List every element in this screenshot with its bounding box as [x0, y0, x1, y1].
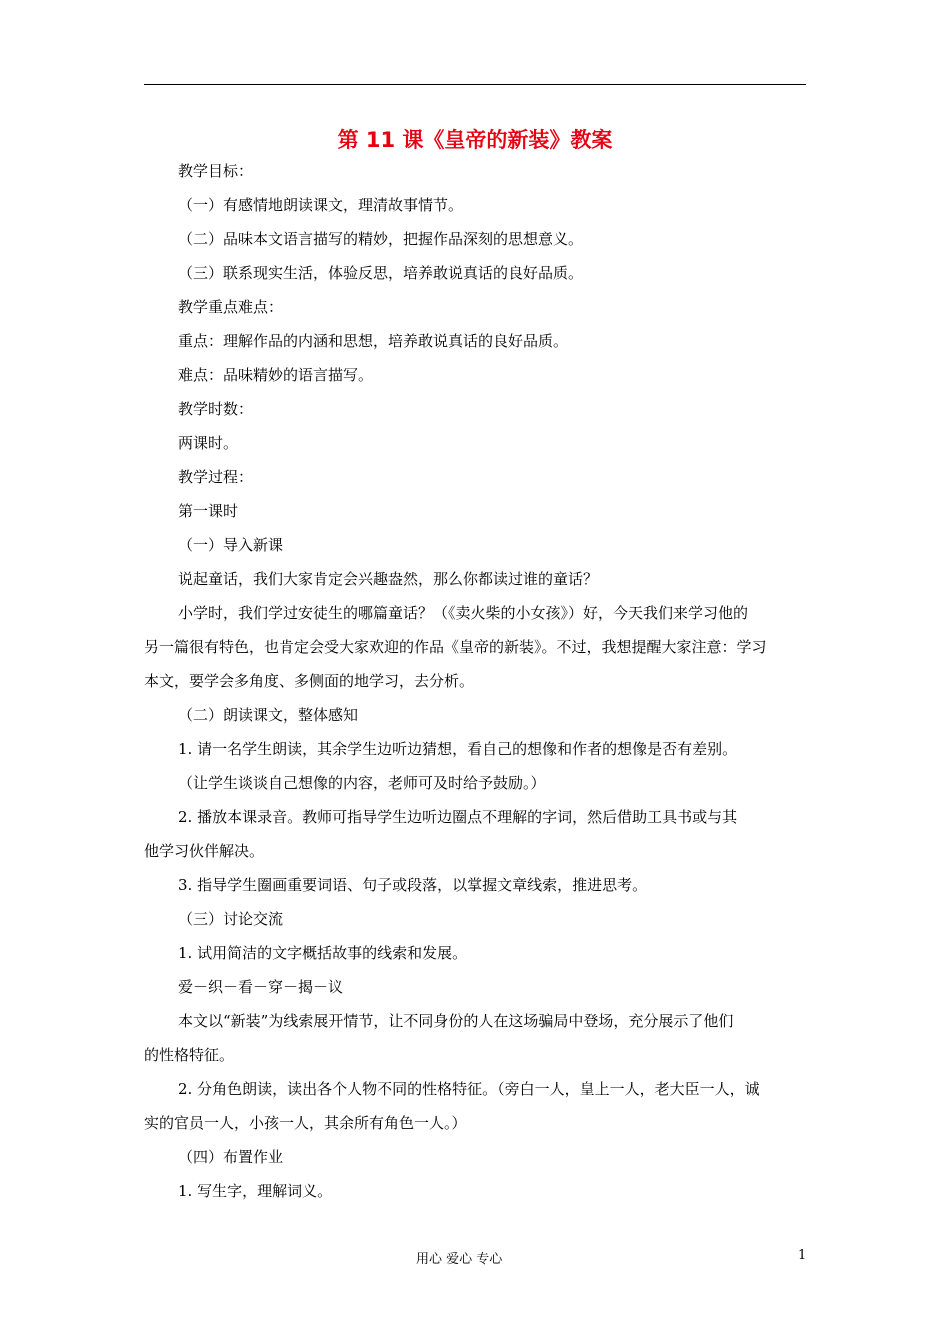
page-number: 1: [798, 1248, 807, 1263]
paragraph-line: 实的官员一人，小孩一人，其余所有角色一人。）: [144, 1114, 467, 1132]
paragraph-line: 本文以“新装”为线索展开情节，让不同身份的人在这场骗局中登场，充分展示了他们: [178, 1012, 734, 1030]
paragraph-line: 1. 请一名学生朗读，其余学生边听边猜想，看自己的想像和作者的想像是否有差别。: [178, 740, 738, 758]
paragraph-line: （让学生谈谈自己想像的内容，老师可及时给予鼓励。）: [178, 774, 546, 792]
paragraph-line: 教学重点难点：: [178, 298, 284, 316]
paragraph-line: （四）布置作业: [178, 1148, 284, 1166]
paragraph-line: （二）品味本文语言描写的精妙，把握作品深刻的思想意义。: [178, 230, 584, 248]
paragraph-line: 1. 试用简洁的文字概括故事的线索和发展。: [178, 944, 468, 962]
paragraph-line: 本文，要学会多角度、多侧面的地学习，去分析。: [144, 672, 475, 690]
document-title: 第 11 课《皇帝的新装》教案: [337, 128, 613, 152]
paragraph-line: 教学过程：: [178, 468, 254, 486]
paragraph-line: 他学习伙伴解决。: [144, 842, 265, 860]
paragraph-line: 教学目标：: [178, 162, 254, 180]
paragraph-line: （三）讨论交流: [178, 910, 284, 928]
paragraph-line: 难点：品味精妙的语言描写。: [178, 366, 374, 384]
paragraph-line: 2. 播放本课录音。教师可指导学生边听边圈点不理解的字词，然后借助工具书或与其: [178, 808, 738, 826]
footer-motto: 用心 爱心 专心: [416, 1252, 503, 1267]
paragraph-line: 3. 指导学生圈画重要词语、句子或段落，以掌握文章线索，推进思考。: [178, 876, 648, 894]
paragraph-line: （一）导入新课: [178, 536, 284, 554]
paragraph-line: 2. 分角色朗读，读出各个人物不同的性格特征。（旁白一人，皇上一人，老大臣一人，诚: [178, 1080, 760, 1098]
paragraph-line: 第一课时: [178, 502, 239, 520]
paragraph-line: 小学时，我们学过安徒生的哪篇童话？（《卖火柴的小女孩》）好，今天我们来学习他的: [178, 604, 749, 622]
paragraph-line: 爱－织－看－穿－揭－议: [178, 978, 344, 996]
paragraph-line: 另一篇很有特色，也肯定会受大家欢迎的作品《皇帝的新装》。不过，我想提醒大家注意：学习: [144, 638, 767, 656]
paragraph-line: 说起童话，我们大家肯定会兴趣盎然，那么你都读过谁的童话？: [178, 570, 599, 588]
paragraph-line: 的性格特征。: [144, 1046, 235, 1064]
paragraph-line: 两课时。: [178, 434, 239, 452]
paragraph-line: 1. 写生字，理解词义。: [178, 1182, 333, 1200]
paragraph-line: （二）朗读课文，整体感知: [178, 706, 359, 724]
paragraph-line: （三）联系现实生活，体验反思，培养敢说真话的良好品质。: [178, 264, 584, 282]
paragraph-line: 重点：理解作品的内涵和思想，培养敢说真话的良好品质。: [178, 332, 569, 350]
paragraph-line: （一）有感情地朗读课文，理清故事情节。: [178, 196, 464, 214]
paragraph-line: 教学时数：: [178, 400, 254, 418]
header-rule: [144, 84, 806, 85]
